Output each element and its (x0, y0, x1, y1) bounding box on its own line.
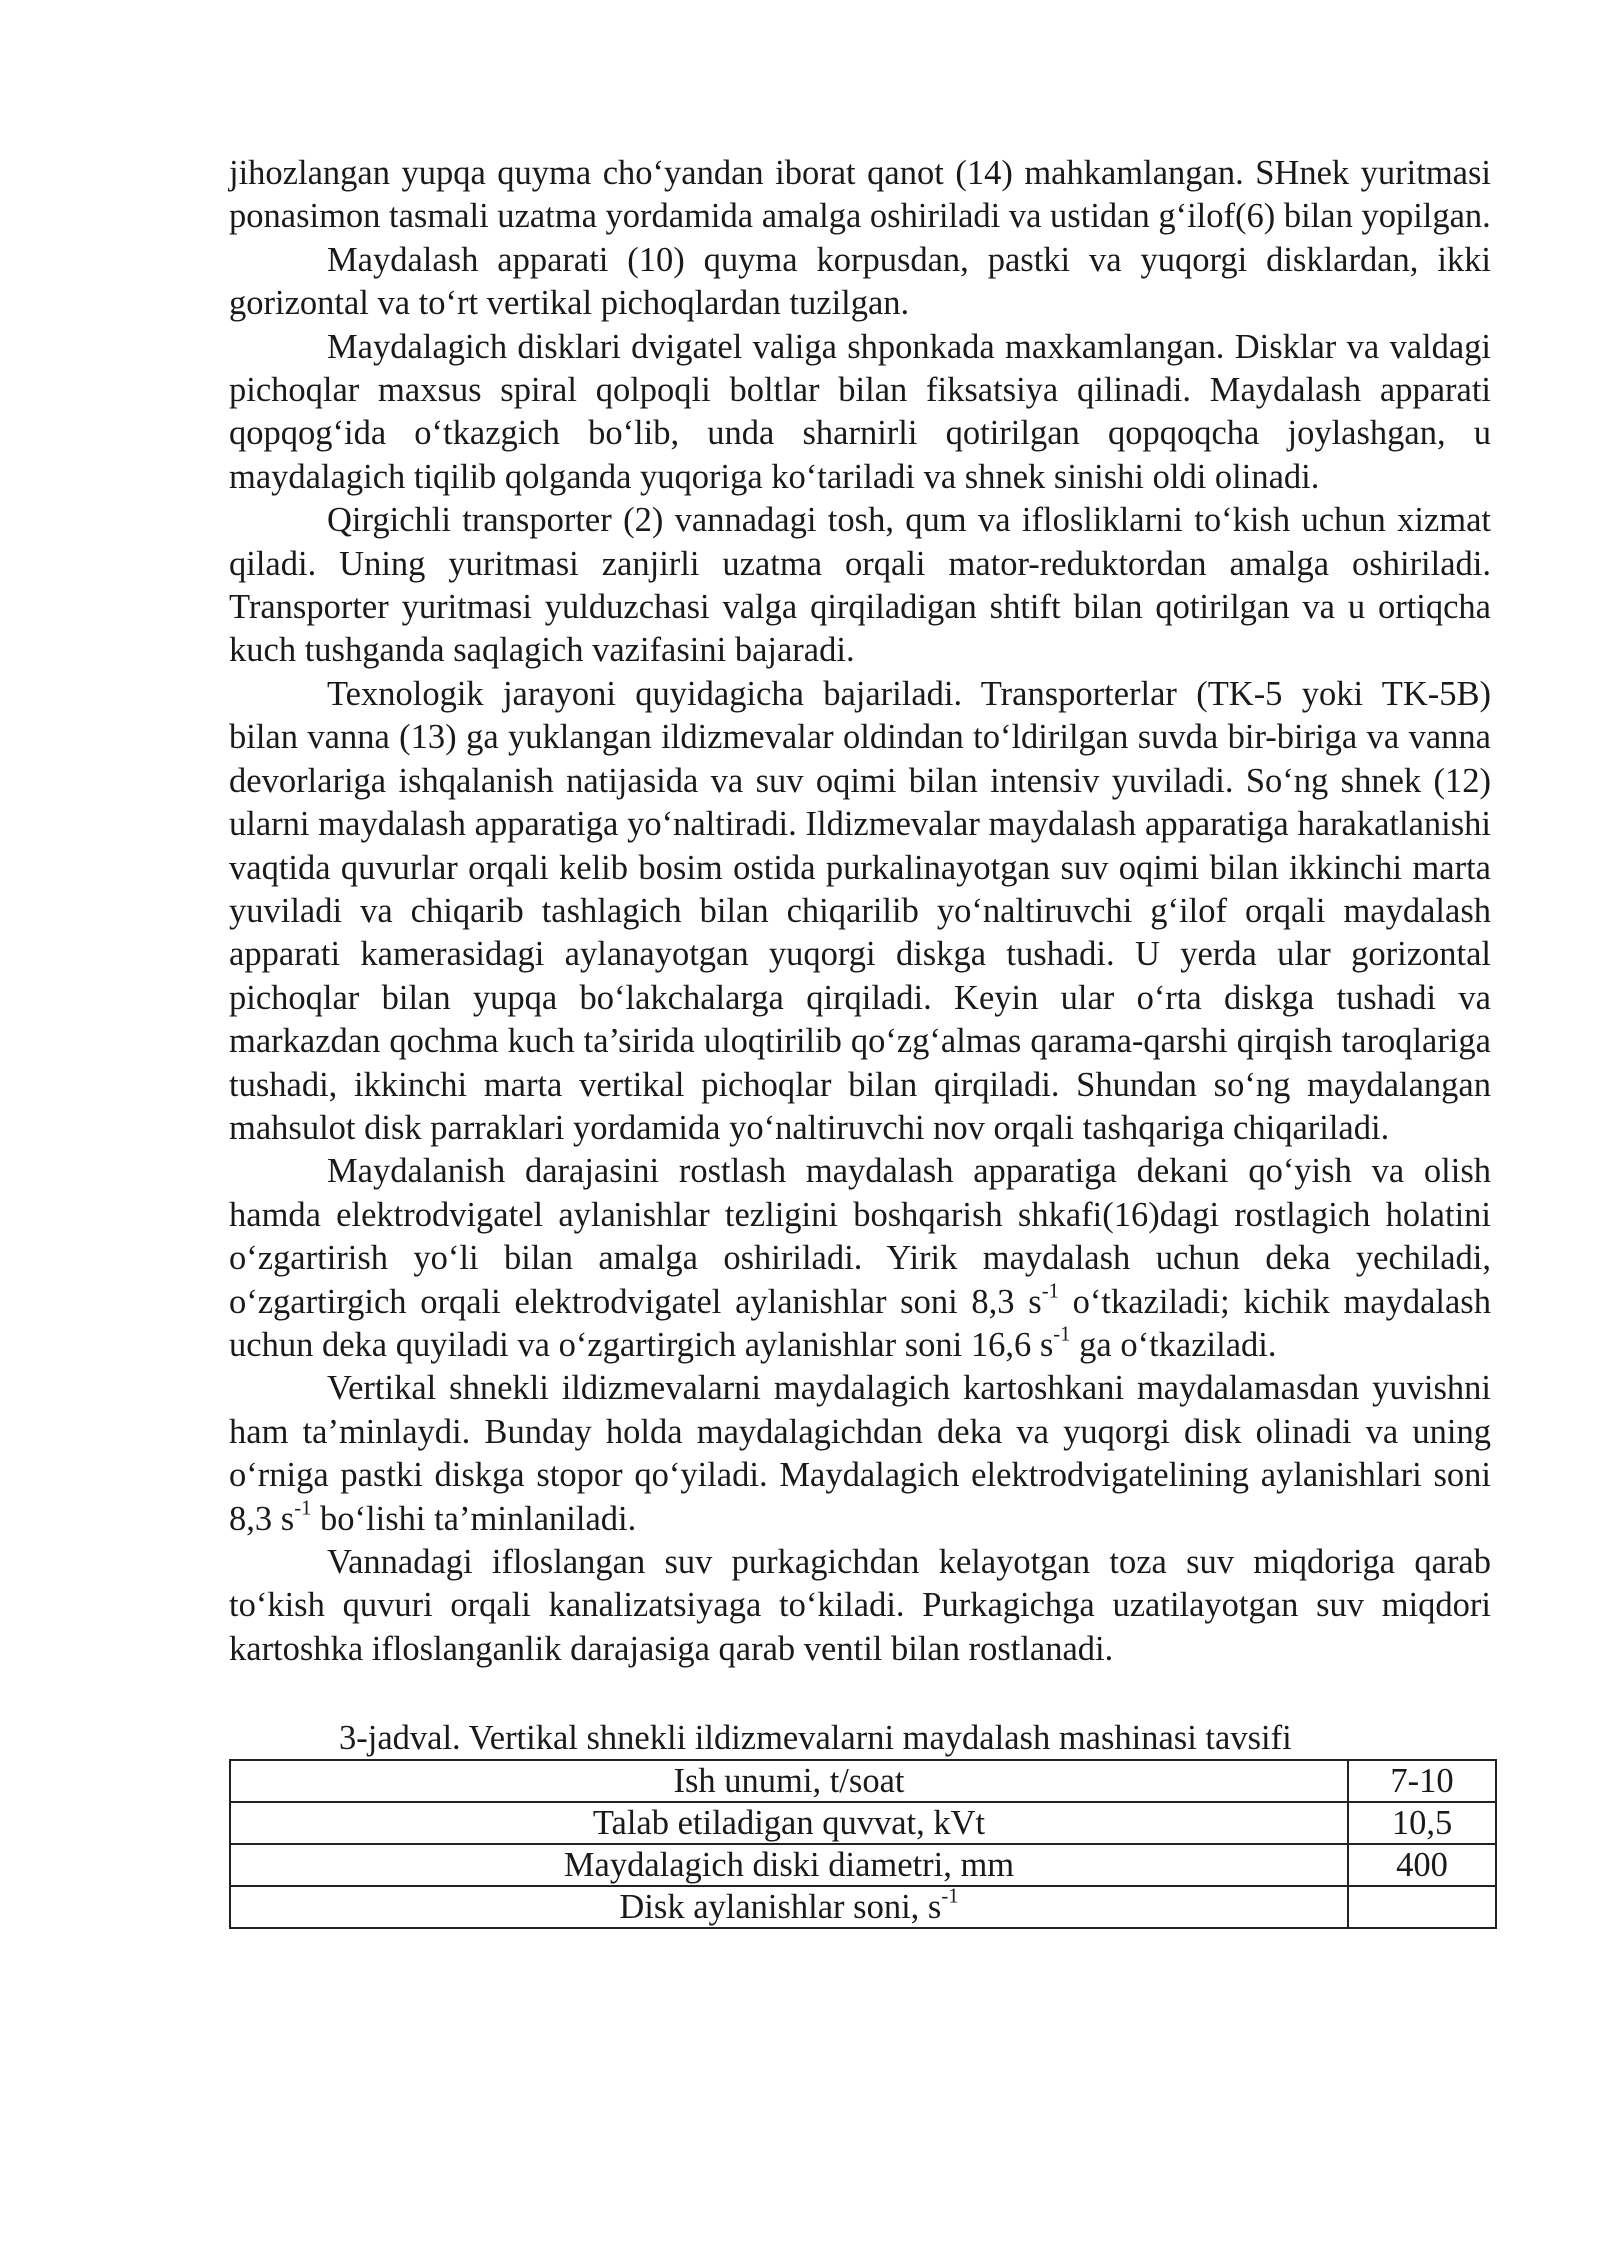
superscript: -1 (294, 1497, 312, 1520)
text-run: Maydalagich disklari dvigatel valiga shponkada maxkamlangan. Disklar va valdagi pichoqlar maxsus spiral qolpoqli boltlar bilan fiksatsiya qilinadi. Maydalash apparati qopqog‘ida o‘tkazgich bo‘lib, unda sharnirli qotirilgan qopqoqcha joylashgan, u maydalagich tiqilib qolganda yuqoriga ko‘tariladi va shnek sinishi oldi olinadi. (229, 327, 1491, 496)
paragraph (229, 499, 1491, 673)
table-row (230, 1886, 1496, 1928)
text-run: Maydalash apparati (10) quyma korpusdan, pastki va yuqorgi disklardan, ikki gorizontal va to‘rt vertikal pichoqlardan tuzilgan. (229, 240, 1491, 323)
superscript: -1 (1041, 1280, 1059, 1303)
value-cell (1348, 1886, 1496, 1928)
superscript: -1 (1053, 1323, 1071, 1346)
value-cell: 10,5 (1348, 1802, 1496, 1844)
text-run: o‘tkaziladi; kichik maydalash uchun deka quyiladi va o‘zgartirgich aylanishlar soni 16,6 s (229, 1282, 1491, 1364)
parameter-name: Talab etiladigan quvvat, kVt (592, 1804, 986, 1843)
paragraph (229, 673, 1491, 1150)
text-run: ga o‘tkaziladi. (1070, 1325, 1277, 1364)
text-run: bo‘lishi ta’minlaniladi. (311, 1499, 637, 1538)
superscript: -1 (941, 1885, 959, 1908)
table-row (230, 1802, 1496, 1844)
document-page (229, 152, 1491, 1929)
text-run: Vertikal shnekli ildizmevalarni maydalagich kartoshkani maydalamasdan yuvishni ham ta’minlaydi. Bunday holda maydalagichdan deka va yuqorgi disk olinadi va uning o‘rniga pastki diskga stopor qo‘yiladi. Maydalagich elektrodvigatelining aylanishlari soni 8,3 s (229, 1369, 1491, 1538)
parameter-cell (230, 1886, 1348, 1928)
table-row (230, 1844, 1496, 1886)
specs-table (229, 1759, 1497, 1929)
text-run: Qirgichli transporter (2) vannadagi tosh, qum va iflosliklarni to‘kish uchun xizmat qiladi. Uning yuritmasi zanjirli uzatma orqali mator-reduktordan amalga oshiriladi. Transporter yuritmasi yulduzchasi valga qirqiladigan shtift bilan qotirilgan va u ortiqcha kuch tushganda saqlagich vazifasini bajaradi. (229, 501, 1491, 670)
paragraph (229, 1150, 1491, 1367)
specs-table-body (230, 1760, 1496, 1928)
paragraph (229, 326, 1491, 500)
parameter-name: Disk aylanishlar soni, s (619, 1888, 942, 1927)
document-body (229, 152, 1491, 1671)
text-run: Vannadagi ifloslangan suv purkagichdan kelayotgan toza suv miqdoriga qarab to‘kish quvuri orqali kanalizatsiyaga to‘kiladi. Purkagichga uzatilayotgan suv miqdori kartoshka ifloslanganlik darajasiga qarab ventil bilan rostlanadi. (229, 1543, 1491, 1668)
text-run: Maydalanish darajasini rostlash maydalash apparatiga dekani qo‘yish va olish hamda elektrodvigatel aylanishlar tezligini boshqarish shkafi(16)dagi rostlagich holatini o‘zgartirish yo‘li bilan amalga oshiriladi. Yirik maydalash uchun deka yechiladi, o‘zgartirgich orqali elektrodvigatel aylanishlar soni 8,3 s (229, 1152, 1491, 1321)
value-cell: 400 (1348, 1844, 1496, 1886)
parameter-cell (230, 1844, 1348, 1886)
value-cell: 7-10 (1348, 1760, 1496, 1802)
parameter-cell (230, 1760, 1348, 1802)
parameter-cell (230, 1802, 1348, 1844)
paragraph (229, 239, 1491, 326)
table-row (230, 1760, 1496, 1802)
paragraph (229, 152, 1491, 239)
text-run: jihozlangan yupqa quyma cho‘yandan iborat qanot (14) mahkamlangan. SHnek yuritmasi ponasimon tasmali uzatma yordamida amalga oshiriladi va ustidan g‘ilof(6) bilan yopilgan. (229, 154, 1491, 236)
paragraph (229, 1367, 1491, 1541)
paragraph (229, 1541, 1491, 1671)
table-caption: 3-jadval. Vertikal shnekli ildizmevalarni maydalash mashinasi tavsifi (339, 1719, 1292, 1758)
text-run: Texnologik jarayoni quyidagicha bajariladi. Transporterlar (TK-5 yoki TK-5B) bilan vanna (13) ga yuklangan ildizmevalar oldindan to‘ldirilgan suvda bir-biriga va vanna devorlariga ishqalanish natijasida va suv oqimi bilan intensiv yuviladi. So‘ng shnek (12) ularni maydalash apparatiga yo‘naltiradi. Ildizmevalar maydalash apparatiga harakatlanishi vaqtida quvurlar orqali kelib bosim ostida purkalinayotgan suv oqimi bilan ikkinchi marta yuviladi va chiqarib tashlagich bilan chiqarilib yo‘naltiruvchi g‘ilof orqali maydalash apparati kamerasidagi aylanayotgan yuqorgi diskga tushadi. U yerda ular gorizontal pichoqlar bilan yupqa bo‘lakchalarga qirqiladi. Keyin ular o‘rta diskga tushadi va markazdan qochma kuch ta’sirida uloqtirilib qo‘zg‘almas qarama-qarshi qirqish taroqlariga tushadi, ikkinchi marta vertikal pichoqlar bilan qirqiladi. Shundan so‘ng maydalangan mahsulot disk parraklari yordamida yo‘naltiruvchi nov orqali tashqariga chiqariladi. (229, 674, 1491, 1147)
parameter-name: Ish unumi, t/soat (673, 1762, 905, 1801)
parameter-name: Maydalagich diski diametri, mm (563, 1846, 1015, 1885)
